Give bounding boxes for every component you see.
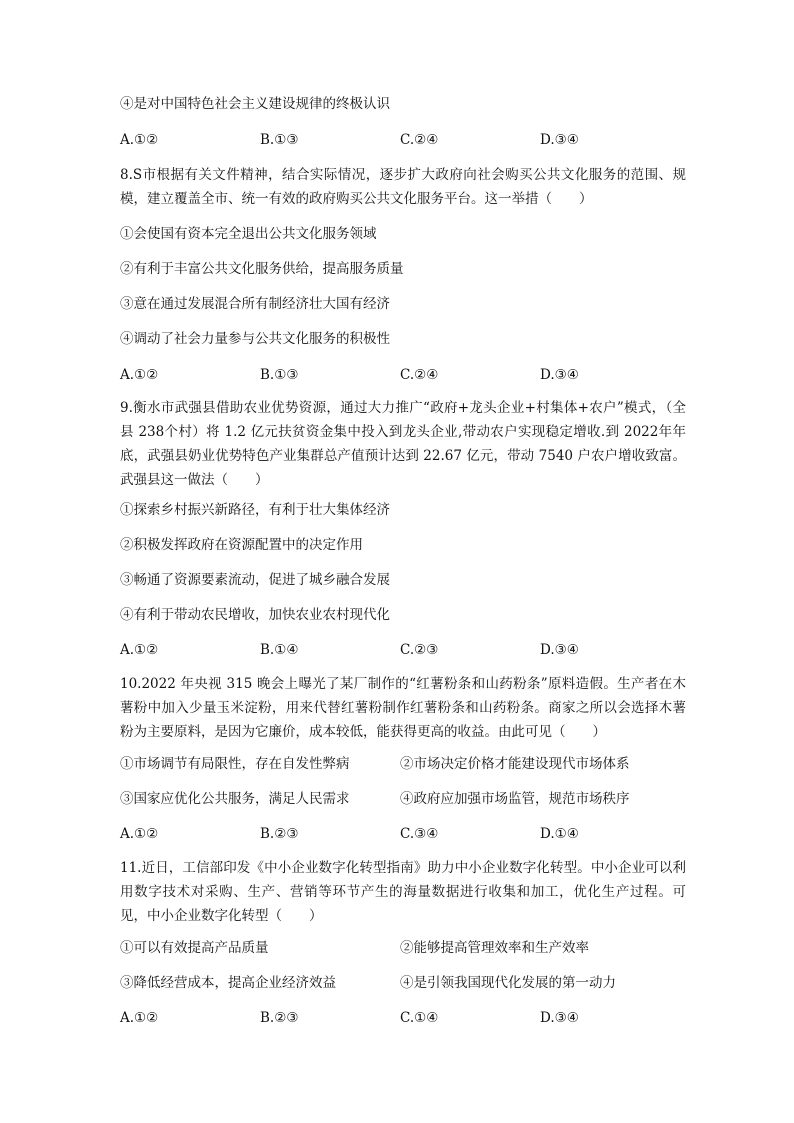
q11-choice-a: A.①② — [120, 1010, 159, 1026]
q9-choice-a: A.①② — [120, 642, 159, 658]
q9-statement-3: ③畅通了资源要素流动，促进了城乡融合发展 — [120, 572, 390, 588]
q11-choice-b: B.②③ — [260, 1010, 299, 1026]
q10-choice-b: B.②③ — [260, 826, 299, 842]
q9-statement-4: ④有利于带动农民增收，加快农业农村现代化 — [120, 607, 390, 623]
q11-choice-c: C.①④ — [400, 1010, 439, 1026]
q9-statement-2: ②积极发挥政府在资源配置中的决定作用 — [120, 537, 363, 553]
q9-statement-1: ①探索乡村振兴新路径，有利于壮大集体经济 — [120, 502, 390, 518]
q9-choice-c: C.②③ — [400, 642, 439, 658]
q8-stem: 8.S市根据有关文件精神，结合实际情况，逐步扩大政府向社会购买公共文化服务的范围、规模，建立覆盖全市、统一有效的政府购买公共文化服务平台。这一举措（ ） — [120, 167, 686, 207]
q8-choice-b: B.①③ — [260, 367, 299, 383]
q11-statement-3: ③降低经营成本，提高企业经济效益 — [120, 975, 336, 991]
q11-choice-d: D.③④ — [540, 1010, 579, 1026]
q7-statement-4: ④是对中国特色社会主义建设规律的终极认识 — [120, 96, 390, 112]
q10-statement-1: ①市场调节有局限性，存在自发性弊病 — [120, 756, 350, 772]
q7-choice-b: B.①③ — [260, 132, 299, 148]
q11-statement-4: ④是引领我国现代化发展的第一动力 — [400, 975, 616, 991]
q7-choice-a: A.①② — [120, 132, 159, 148]
q11-statement-1: ①可以有效提高产品质量 — [120, 940, 269, 956]
q9-choice-d: D.③④ — [540, 642, 579, 658]
q8-statement-3: ③意在通过发展混合所有制经济壮大国有经济 — [120, 296, 390, 312]
q10-statement-4: ④政府应加强市场监管，规范市场秩序 — [400, 791, 630, 807]
q9-stem: 9.衡水市武强县借助农业优势资源，通过大力推广“政府+龙头企业+村集体+农户”模式，（全县 238个村）将 1.2 亿元扶贫资金集中投入到龙头企业,带动农户实现稳定增收.到 2022年年底，武强县奶业优势特色产业集群总产值预计达到 22.67 亿元，带动 7540 户农户增收致富。武强县这一做法（ ） — [120, 400, 686, 488]
q10-stem: 10.2022 年央视 315 晚会上曝光了某厂制作的“红薯粉条和山药粉条”原料造假。生产者在木薯粉中加入少量玉米淀粉，用来代替红薯粉制作红薯粉条和山药粉条。商家之所以会选择木薯粉为主要原料，是因为它廉价，成本较低，能获得更高的收益。由此可见（ ） — [120, 676, 686, 740]
q10-choice-c: C.③④ — [400, 826, 439, 842]
q10-choice-d: D.①④ — [540, 826, 579, 842]
q10-statement-2: ②市场决定价格才能建设现代市场体系 — [400, 756, 630, 772]
q8-choice-a: A.①② — [120, 367, 159, 383]
q10-choice-a: A.①② — [120, 826, 159, 842]
q8-statement-2: ②有利于丰富公共文化服务供给，提高服务质量 — [120, 261, 404, 277]
q7-choice-c: C.②④ — [400, 132, 439, 148]
q10-statement-3: ③国家应优化公共服务，满足人民需求 — [120, 791, 350, 807]
q7-choice-d: D.③④ — [540, 132, 579, 148]
q8-choice-d: D.③④ — [540, 367, 579, 383]
q11-statement-2: ②能够提高管理效率和生产效率 — [400, 940, 589, 956]
q8-choice-c: C.②④ — [400, 367, 439, 383]
q9-choice-b: B.①④ — [260, 642, 299, 658]
q11-stem: 11.近日，工信部印发《中小企业数字化转型指南》助力中小企业数字化转型。中小企业可以利用数字技术对采购、生产、营销等环节产生的海量数据进行收集和加工，优化生产过程。可见，中小企业数字化转型（ ） — [120, 860, 686, 924]
q8-statement-1: ①会使国有资本完全退出公共文化服务领域 — [120, 226, 377, 242]
q8-statement-4: ④调动了社会力量参与公共文化服务的积极性 — [120, 331, 390, 347]
